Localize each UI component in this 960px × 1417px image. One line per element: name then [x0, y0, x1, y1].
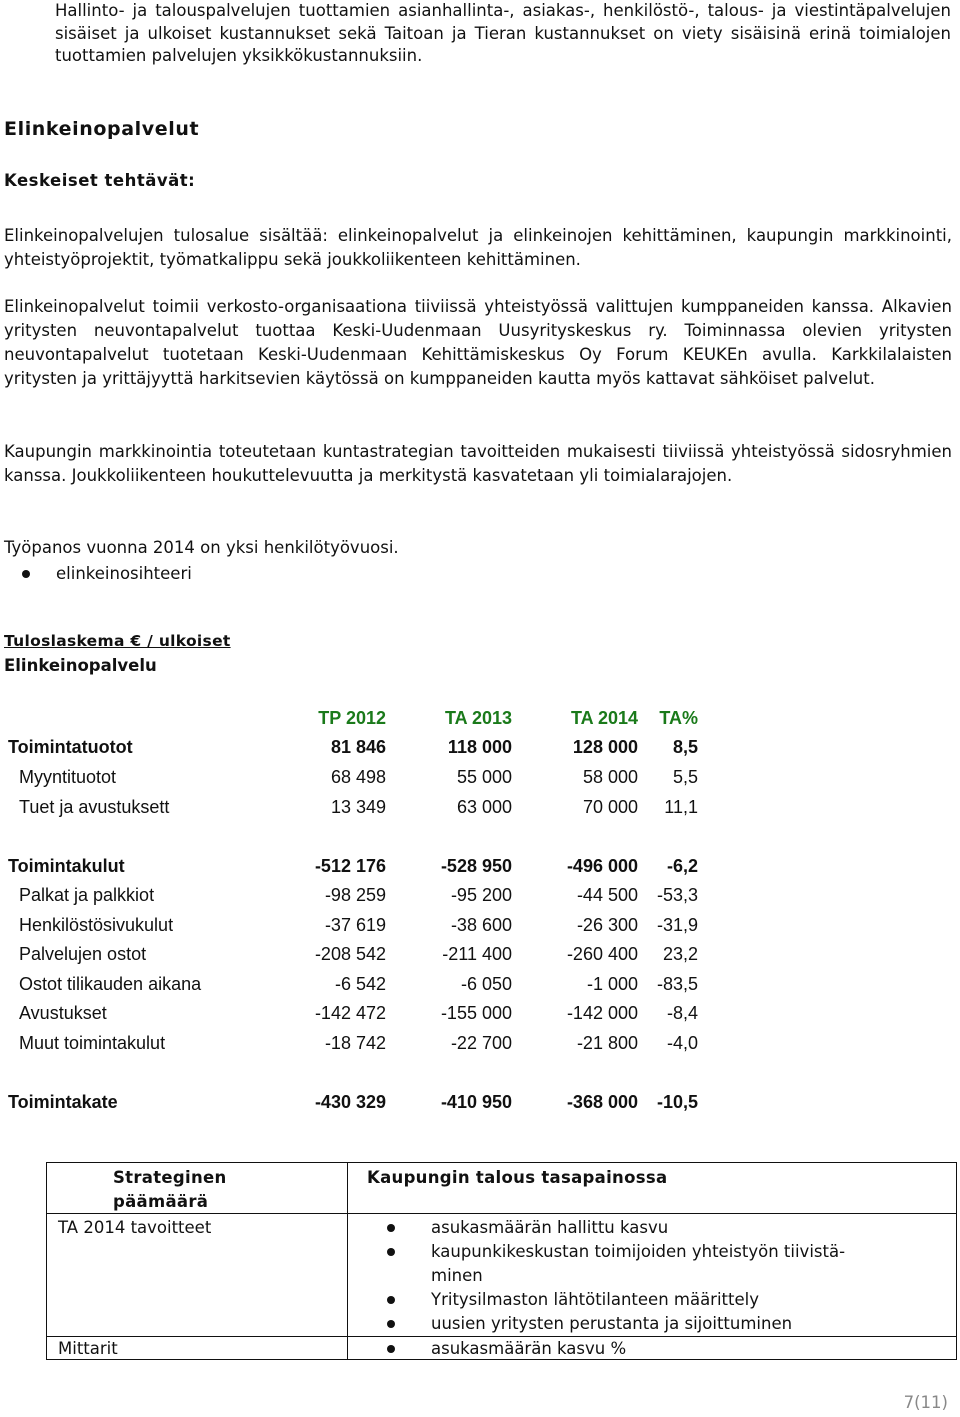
paragraph-1: Elinkeinopalvelujen tulosalue sisältää: elinkeinopalvelut ja elinkeinojen kehittäminen, kaupungin markkinointi, yhteistyöprojektit, työmatkalippu sekä joukkoliikenteen kehittäminen. — [4, 226, 952, 269]
table-cell: -44 500 — [576, 885, 638, 905]
table-row-label: Palkat ja palkkiot — [19, 885, 155, 905]
table-cell: 8,5 — [672, 737, 698, 757]
table-cell: 13 349 — [330, 797, 386, 817]
table-cell: -142 472 — [314, 1003, 386, 1023]
table-cell: -410 950 — [440, 1092, 512, 1112]
bullet-icon — [22, 570, 30, 578]
staff-bullet-text: elinkeinosihteeri — [56, 564, 192, 583]
table-cell: -6 542 — [334, 974, 386, 994]
table-cell: -31,9 — [656, 915, 698, 935]
bullet-icon — [387, 1248, 395, 1256]
table-header: TA 2013 — [444, 708, 512, 728]
bullet-icon — [387, 1320, 395, 1328]
goals-table — [46, 1162, 957, 1360]
table-cell: -53,3 — [656, 885, 698, 905]
target-item: kaupunkikeskustan toimijoiden yhteistyön tiivistä- — [431, 1242, 846, 1261]
table-cell: 58 000 — [582, 767, 638, 787]
metrics-label: Mittarit — [58, 1339, 118, 1358]
table-cell: 55 000 — [456, 767, 512, 787]
table-cell: -528 950 — [440, 856, 512, 876]
table-cell: -10,5 — [656, 1092, 698, 1112]
table-row-label: Toimintakate — [8, 1092, 118, 1112]
table-cell: 11,1 — [664, 797, 698, 817]
paragraph-4: Työpanos vuonna 2014 on yksi henkilötyövuosi. — [4, 538, 399, 557]
table-cell: -18 742 — [324, 1033, 386, 1053]
table-row-label: Muut toimintakulut — [19, 1033, 166, 1053]
subheading: Keskeiset tehtävät: — [4, 171, 196, 190]
table-cell: 70 000 — [582, 797, 638, 817]
table-cell: -8,4 — [666, 1003, 698, 1023]
table-cell: 81 846 — [330, 737, 386, 757]
table-cell: 63 000 — [456, 797, 512, 817]
table-cell: 68 498 — [330, 767, 386, 787]
strategic-label-line2: päämäärä — [113, 1192, 209, 1211]
table-cell: -6,2 — [666, 856, 698, 876]
table-row-label: Toimintatuotot — [8, 737, 133, 757]
section-title: Elinkeinopalvelut — [4, 118, 200, 140]
income-subtitle: Elinkeinopalvelu — [4, 656, 157, 675]
target-item: asukasmäärän hallittu kasvu — [431, 1218, 669, 1237]
table-cell: 118 000 — [447, 737, 512, 757]
table-header: TA% — [659, 708, 698, 728]
intro-paragraph: Hallinto- ja talouspalvelujen tuottamien asianhallinta-, asiakas-, henkilöstö-, talous- ja viestintäpalvelujen sisäiset ja ulkoiset kustannukset sekä Taitoan ja Tieran kustannukset on viety sisäisinä erinä toimialojen tuottamien palvelujen yksikkökustannuksiin. — [55, 1, 951, 65]
table-cell: -155 000 — [440, 1003, 512, 1023]
bullet-icon — [387, 1296, 395, 1304]
table-cell: -496 000 — [566, 856, 638, 876]
paragraph-3: Kaupungin markkinointia toteutetaan kuntastrategian tavoitteiden mukaisesti tiiviissä yhteistyössä sidosryhmien kanssa. Joukkoliikenteen houkuttelevuutta ja merkitystä kasvatetaan yli toimialarajojen. — [4, 442, 952, 485]
table-cell: -4,0 — [666, 1033, 698, 1053]
table-cell: -83,5 — [656, 974, 698, 994]
table-cell: -95 200 — [450, 885, 512, 905]
table-cell: -22 700 — [450, 1033, 512, 1053]
bullet-icon — [387, 1224, 395, 1232]
table-cell: -1 000 — [586, 974, 638, 994]
table-row-label: Ostot tilikauden aikana — [19, 974, 202, 994]
table-row-label: Tuet ja avustuksett — [19, 797, 170, 817]
table-cell: 128 000 — [572, 737, 638, 757]
table-row-label: Palvelujen ostot — [19, 944, 147, 964]
metric-item: asukasmäärän kasvu % — [431, 1339, 627, 1358]
table-row-label: Toimintakulut — [8, 856, 125, 876]
table-row-label: Henkilöstösivukulut — [19, 915, 174, 935]
table-cell: -208 542 — [314, 944, 386, 964]
target-item: uusien yritysten perustanta ja sijoittuminen — [431, 1314, 793, 1333]
table-cell: -142 000 — [566, 1003, 638, 1023]
table-cell: -512 176 — [314, 856, 386, 876]
staff-bullet — [22, 562, 192, 586]
table-cell: 5,5 — [672, 767, 698, 787]
table-row-label: Myyntituotot — [19, 767, 117, 787]
target-item-continued: minen — [431, 1266, 483, 1285]
targets-label: TA 2014 tavoitteet — [58, 1218, 212, 1237]
table-cell: -21 800 — [576, 1033, 638, 1053]
income-title: Tuloslaskema € / ulkoiset — [4, 632, 231, 650]
table-header: TA 2014 — [570, 708, 638, 728]
table-cell: -260 400 — [566, 944, 638, 964]
table-cell: -368 000 — [566, 1092, 638, 1112]
goals-column-divider — [347, 1163, 348, 1359]
table-cell: -38 600 — [450, 915, 512, 935]
table-cell: -6 050 — [460, 974, 512, 994]
table-cell: -98 259 — [324, 885, 386, 905]
bullet-icon — [387, 1345, 395, 1353]
strategic-label-line1: Strateginen — [113, 1168, 227, 1187]
table-cell: -26 300 — [576, 915, 638, 935]
table-cell: -211 400 — [442, 944, 512, 964]
page-number: 7(11) — [903, 1393, 948, 1412]
paragraph-2: Elinkeinopalvelut toimii verkosto-organisaationa tiiviissä yhteistyössä valittujen kumppaneiden kanssa. Alkavien yritysten neuvontapalvelut tuottaa Keski-Uudenmaan Uusyrityskeskus ry. Toiminnassa olevien yritysten neuvontapalvelut tuotetaan Keski-Uudenmaan Kehittämiskeskus Oy Forum KEUKEn avulla. Karkkilalaisten yritysten ja yrittäjyyttä harkitsevien käytössä on kumppaneiden kautta myös kattavat sähköiset palvelut. — [4, 297, 952, 388]
target-item: Yritysilmaston lähtötilanteen määrittely — [431, 1290, 759, 1309]
table-header: TP 2012 — [318, 708, 386, 728]
strategic-value: Kaupungin talous tasapainossa — [367, 1168, 668, 1187]
table-cell: -430 329 — [314, 1092, 386, 1112]
table-row-label: Avustukset — [19, 1003, 107, 1023]
table-cell: 23,2 — [662, 944, 698, 964]
table-cell: -37 619 — [324, 915, 386, 935]
